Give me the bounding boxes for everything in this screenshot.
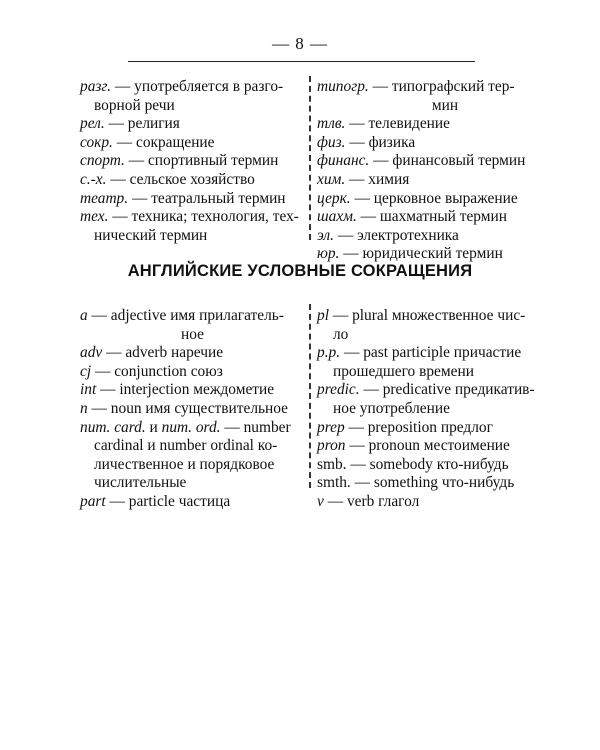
abbreviation-entry xyxy=(317,227,557,246)
separator: — xyxy=(220,418,244,436)
abbreviation-meaning: употребляется в разго- xyxy=(134,78,284,95)
separator: — xyxy=(350,474,374,492)
abbreviation-term: типогр. xyxy=(317,78,369,95)
abbreviation-meaning: adverb наречие xyxy=(125,344,224,362)
abbreviation-meaning: химия xyxy=(368,170,410,188)
abbreviation-term: рел. xyxy=(80,115,105,133)
abbreviation-entry xyxy=(317,171,557,190)
abbreviation-term: adv xyxy=(80,344,103,362)
abbreviation-meaning: сельское хозяйство xyxy=(129,170,255,188)
abbreviation-term: шахм. xyxy=(317,208,357,226)
abbreviation-meaning-continued: ное употребление xyxy=(333,399,450,417)
abbreviation-entry xyxy=(317,190,557,209)
abbreviation-term: театр. xyxy=(80,189,129,207)
abbreviation-term: part xyxy=(80,492,106,510)
abbreviation-term: smth. xyxy=(317,474,351,492)
abbreviation-meaning: шахматный термин xyxy=(379,208,507,226)
abbreviation-meaning: conjunction союз xyxy=(114,362,223,380)
abbreviation-term: num. card. xyxy=(80,418,146,436)
separator: — xyxy=(340,344,364,362)
abbreviation-term: с.-х. xyxy=(80,170,107,188)
abbreviation-term: pron xyxy=(317,437,346,455)
abbreviation-meaning: predicative предикатив- xyxy=(382,381,535,399)
abbreviation-meaning-continued: мин xyxy=(431,96,459,114)
separator: — xyxy=(346,455,370,473)
abbreviation-meaning: something что-нибудь xyxy=(373,474,515,492)
abbreviation-term: smb. xyxy=(317,455,347,473)
abbreviation-entry xyxy=(317,381,557,418)
abbreviation-term: разг. xyxy=(80,78,112,95)
separator: — xyxy=(91,362,115,380)
abbreviation-meaning-continued: личественное и порядковое xyxy=(94,455,275,473)
abbreviation-meaning: number xyxy=(243,418,291,436)
abbreviation-term: v xyxy=(317,492,324,510)
abbreviation-entry xyxy=(80,152,305,171)
abbreviation-entry xyxy=(80,190,305,209)
separator: — xyxy=(104,115,128,133)
abbreviation-meaning: физика xyxy=(368,133,416,151)
abbreviation-term: финанс. xyxy=(317,152,370,170)
separator: — xyxy=(359,381,383,399)
abbreviation-meaning: plural множественное чис- xyxy=(352,307,526,324)
abbreviation-entry xyxy=(317,152,557,171)
separator: — xyxy=(323,492,347,510)
abbreviation-term: pl xyxy=(317,307,329,324)
separator: — xyxy=(339,245,363,263)
abbreviation-term: cj xyxy=(80,362,92,380)
russian-abbreviations-left-column xyxy=(80,78,305,245)
separator: — xyxy=(328,307,353,324)
abbreviation-meaning-continued: ворной речи xyxy=(94,96,175,114)
column-divider-top xyxy=(309,76,311,240)
abbreviation-entry xyxy=(317,344,557,381)
abbreviation-meaning: particle частица xyxy=(128,492,231,510)
abbreviation-meaning-continued: числительные xyxy=(94,474,187,492)
abbreviation-entry xyxy=(80,381,305,400)
abbreviation-entry xyxy=(317,419,557,438)
abbreviation-entry xyxy=(80,171,305,190)
abbreviation-meaning: somebody кто-нибудь xyxy=(369,455,509,473)
abbreviation-meaning: noun имя существительное xyxy=(110,399,288,417)
abbreviation-meaning: adjective имя прилагатель- xyxy=(110,307,284,324)
english-abbreviations-title: АНГЛИЙСКИЕ УСЛОВНЫЕ СОКРАЩЕНИЯ xyxy=(127,262,473,280)
abbreviation-meaning: типографский тер- xyxy=(391,78,515,95)
separator: — xyxy=(108,208,132,226)
page-number: — 8 — xyxy=(272,34,328,53)
separator: — xyxy=(105,492,129,510)
abbreviation-meaning: verb глагол xyxy=(346,492,420,510)
separator: — xyxy=(369,152,393,170)
abbreviation-meaning: техника; технология, тех- xyxy=(131,208,299,226)
abbreviation-term: p.p. xyxy=(317,344,341,362)
abbreviation-meaning: юридический термин xyxy=(362,245,503,263)
abbreviation-meaning: pronoun местоимение xyxy=(368,437,510,455)
abbreviation-entry xyxy=(317,437,557,456)
abbreviation-meaning: past participle причастие xyxy=(363,344,522,362)
header-rule xyxy=(128,61,475,62)
abbreviation-entry xyxy=(80,493,305,512)
separator: — xyxy=(106,170,130,188)
separator: — xyxy=(356,208,380,226)
abbreviation-meaning: сокращение xyxy=(135,133,215,151)
english-abbreviations-right-column xyxy=(317,307,557,512)
abbreviation-term: тлв. xyxy=(317,115,346,133)
abbreviation-meaning: телевидение xyxy=(368,115,450,133)
abbreviation-meaning: спортивный термин xyxy=(147,152,279,170)
abbreviation-term: тех. xyxy=(80,208,109,226)
separator: — xyxy=(124,152,148,170)
separator: — xyxy=(344,418,368,436)
abbreviation-term: спорт. xyxy=(80,152,125,170)
abbreviation-meaning: театральный термин xyxy=(151,189,286,207)
abbreviation-meaning-continued: ло xyxy=(333,325,349,343)
separator: — xyxy=(102,344,126,362)
abbreviation-entry xyxy=(317,78,557,115)
separator: — xyxy=(345,170,369,188)
abbreviation-meaning: финансовый термин xyxy=(392,152,526,170)
abbreviation-term: эл. xyxy=(317,226,334,244)
abbreviation-term: num. ord. xyxy=(161,418,221,436)
abbreviation-entry xyxy=(317,134,557,153)
column-divider-bottom xyxy=(309,304,311,488)
abbreviation-entry xyxy=(80,419,305,493)
abbreviation-entry xyxy=(80,78,305,115)
abbreviation-meaning-continued: прошедшего времени xyxy=(333,362,474,380)
separator: — xyxy=(333,226,358,244)
abbreviation-term: физ. xyxy=(317,133,346,151)
abbreviation-entry xyxy=(317,456,557,475)
abbreviation-term: юр. xyxy=(317,245,340,263)
abbreviation-entry xyxy=(80,208,305,245)
abbreviation-meaning: религия xyxy=(127,115,180,133)
abbreviation-term: predic. xyxy=(317,381,360,399)
separator: — xyxy=(368,78,392,95)
separator: — xyxy=(350,189,374,207)
abbreviation-entry xyxy=(317,307,557,344)
abbreviation-meaning: электротехника xyxy=(357,226,459,244)
abbreviation-meaning-continued: нический термин xyxy=(94,226,208,244)
abbreviation-entry xyxy=(80,400,305,419)
separator: — xyxy=(111,78,135,95)
abbreviation-entry xyxy=(80,344,305,363)
separator: — xyxy=(87,307,111,324)
abbreviation-entry xyxy=(80,307,305,344)
english-abbreviations-left-column xyxy=(80,307,305,512)
separator: и xyxy=(145,418,162,436)
russian-abbreviations-right-column xyxy=(317,78,557,264)
abbreviation-meaning: interjection междометие xyxy=(119,381,275,399)
separator: — xyxy=(112,133,136,151)
abbreviation-entry xyxy=(80,115,305,134)
abbreviation-entry xyxy=(317,208,557,227)
abbreviation-term: хим. xyxy=(317,170,346,188)
separator: — xyxy=(345,133,369,151)
abbreviation-term: prep xyxy=(317,418,345,436)
separator: — xyxy=(128,189,152,207)
abbreviation-term: сокр. xyxy=(80,133,113,151)
separator: — xyxy=(87,399,111,417)
abbreviation-entry xyxy=(317,474,557,493)
abbreviation-term: a xyxy=(80,307,88,324)
separator: — xyxy=(96,381,120,399)
abbreviation-term: int xyxy=(80,381,97,399)
abbreviation-meaning: церковное выражение xyxy=(373,189,518,207)
abbreviation-term: церк. xyxy=(317,189,351,207)
separator: — xyxy=(345,115,369,133)
separator: — xyxy=(345,437,369,455)
abbreviation-entry xyxy=(80,134,305,153)
abbreviation-meaning-continued: cardinal и number ordinal ко- xyxy=(94,437,278,455)
abbreviation-entry xyxy=(317,493,557,512)
abbreviation-meaning-continued: ное xyxy=(181,325,204,343)
abbreviation-entry xyxy=(80,363,305,382)
abbreviation-term: n xyxy=(80,399,88,417)
abbreviation-meaning: preposition предлог xyxy=(367,418,493,436)
abbreviation-entry xyxy=(317,115,557,134)
